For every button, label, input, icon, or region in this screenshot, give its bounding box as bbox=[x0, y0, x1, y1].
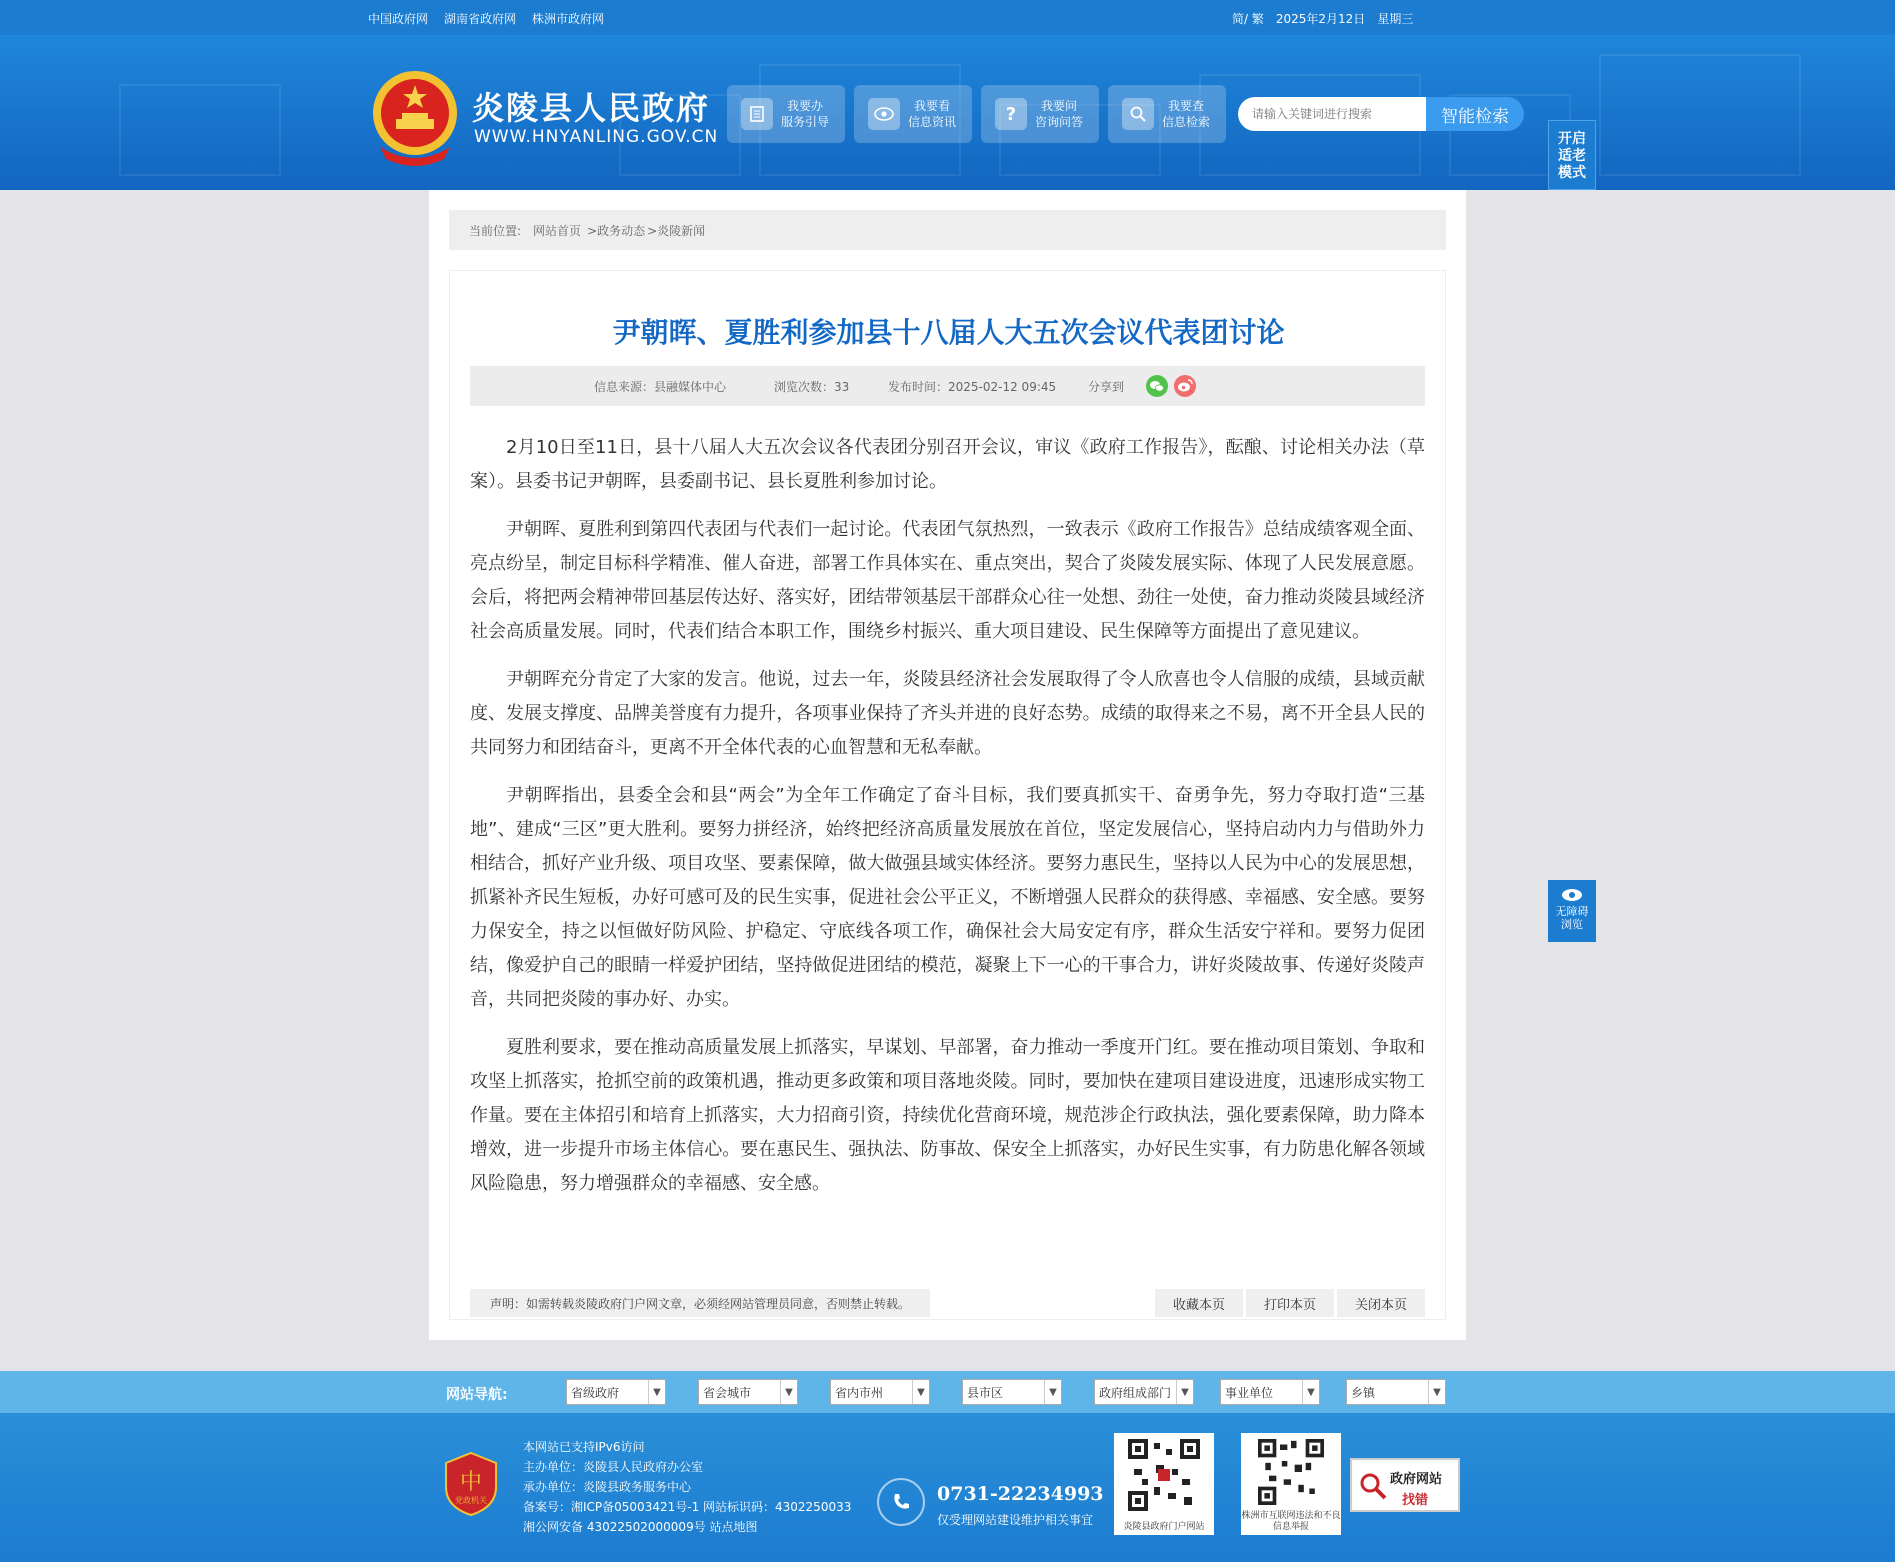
gov-links bbox=[368, 10, 604, 27]
phone-icon bbox=[877, 1478, 925, 1526]
find-error-line2: 找错 bbox=[1402, 1493, 1429, 1508]
select-value: 乡镇 bbox=[1351, 1385, 1376, 1400]
police-record[interactable]: 湘公网安备 43022502000009号 站点地图 bbox=[523, 1520, 758, 1534]
topbar-right bbox=[1232, 10, 1413, 27]
elder-mode-line2: 适老 bbox=[1558, 148, 1586, 164]
chevron-down-icon: ▼ bbox=[912, 1380, 929, 1404]
search-icon bbox=[1122, 98, 1154, 130]
magnifier-icon bbox=[1358, 1471, 1388, 1501]
document-icon bbox=[741, 98, 773, 130]
site-title: 炎陵县人民政府 bbox=[472, 89, 711, 127]
host-unit: 承办单位：炎陵县政务服务中心 bbox=[523, 1480, 692, 1494]
elder-mode-button[interactable] bbox=[1548, 120, 1596, 190]
select-province-cities[interactable] bbox=[830, 1379, 930, 1405]
article-paragraph: 2月10日至11日，县十八届人大五次会议各代表团分别召开会议，审议《政府工作报告》，酝酿、讨论相关办法（草案）。县委书记尹朝晖，县委副书记、县长夏胜利参加讨论。 bbox=[470, 437, 1425, 492]
eye-icon bbox=[868, 98, 900, 130]
party-gov-badge-text: 党政机关 bbox=[455, 1496, 487, 1505]
select-value: 政府组成部门 bbox=[1099, 1385, 1172, 1400]
article-meta bbox=[470, 366, 1425, 406]
select-value: 省级政府 bbox=[571, 1385, 620, 1400]
link-zhuzhou-gov[interactable]: 株洲市政府网 bbox=[532, 12, 605, 26]
ipv6-note: 本网站已支持IPv6访问 bbox=[523, 1440, 645, 1454]
sponsor-unit: 主办单位：炎陵县人民政府办公室 bbox=[523, 1460, 704, 1474]
info-news-line1: 我要看 bbox=[914, 99, 951, 113]
chevron-down-icon: ▼ bbox=[1044, 1380, 1061, 1404]
svg-text:中: 中 bbox=[459, 1470, 483, 1495]
select-value: 事业单位 bbox=[1225, 1385, 1274, 1400]
accessible-line1: 无障碍 bbox=[1555, 905, 1589, 918]
article-paragraph: 夏胜利要求，要在推动高质量发展上抓落实，早谋划、早部署，奋力推动一季度开门红。要在推动项目策划、争取和攻坚上抓落实，抢抓空前的政策机遇，推动更多政策和项目落地炎陵。同时，要加快在建项目建设进度，迅速形成实物工作量。要在主体招引和培育上抓落实，大力招商引资，持续优化营商环境，规范涉企行政执法，强化要素保障，助力降本增效，进一步提升市场主体信心。要在惠民生、强执法、防事故、保安全上抓落实，办好民生实事，有力防患化解各领域风险隐患，努力增强群众的幸福感、安全感。 bbox=[470, 1037, 1425, 1194]
select-value: 县市区 bbox=[967, 1385, 1004, 1400]
chevron-down-icon: ▼ bbox=[1428, 1380, 1445, 1404]
find-error-button[interactable] bbox=[1350, 1458, 1460, 1512]
article-body bbox=[470, 431, 1425, 1215]
lang-switch[interactable]: 简/ 繁 bbox=[1232, 12, 1264, 26]
find-error-line1: 政府网站 bbox=[1390, 1472, 1443, 1487]
select-townships[interactable] bbox=[1346, 1379, 1446, 1405]
article-title: 尹朝晖、夏胜利参加县十八届人大五次会议代表团讨论 bbox=[612, 316, 1285, 349]
chevron-down-icon: ▼ bbox=[1302, 1380, 1319, 1404]
info-search-button[interactable] bbox=[1108, 85, 1226, 143]
qr-caption-portal: 炎陵县政府门户网站 bbox=[1123, 1522, 1205, 1532]
article bbox=[449, 270, 1446, 1320]
content-panel bbox=[429, 190, 1466, 1340]
select-provincial-gov[interactable] bbox=[566, 1379, 666, 1405]
article-paragraph: 尹朝晖、夏胜利到第四代表团与代表们一起讨论。代表团气氛热烈，一致表示《政府工作报告》总结成绩客观全面、亮点纷呈，制定目标科学精准、催人奋进，部署工作具体实在、重点突出，契合了炎陵发展实际、体现了人民发展意愿。会后，将把两会精神带回基层传达好、落实好，团结带领基层干部群众心往一处想、劲往一处使，奋力推动炎陵县域经济社会高质量发展。同时，代表们结合本职工作，围绕乡村振兴、重大项目建设、民生保障等方面提出了意见建议。 bbox=[470, 519, 1425, 642]
elder-mode-line3: 模式 bbox=[1558, 165, 1586, 181]
select-counties[interactable] bbox=[962, 1379, 1062, 1405]
qr-code-portal bbox=[1114, 1433, 1214, 1535]
site-footer bbox=[0, 1413, 1895, 1562]
select-public-institutions[interactable] bbox=[1220, 1379, 1320, 1405]
article-source: 信息来源：县融媒体中心 bbox=[594, 379, 727, 394]
service-guide-line1: 我要办 bbox=[787, 99, 824, 113]
footer-info bbox=[523, 1437, 851, 1537]
select-value: 省会城市 bbox=[703, 1385, 752, 1400]
print-page-button[interactable]: 打印本页 bbox=[1246, 1289, 1334, 1317]
question-icon: ? bbox=[995, 98, 1027, 130]
accessible-line2: 浏览 bbox=[1561, 918, 1583, 931]
phone-note: 仅受理网站建设维护相关事宜 bbox=[937, 1513, 1094, 1527]
national-emblem-icon bbox=[368, 69, 462, 169]
elder-mode-line1: 开启 bbox=[1558, 131, 1586, 147]
link-hunan-gov[interactable]: 湖南省政府网 bbox=[444, 12, 517, 26]
breadcrumb-level2[interactable]: >炎陵新闻 bbox=[647, 223, 706, 238]
top-utility-bar bbox=[0, 0, 1895, 35]
weibo-share-icon[interactable] bbox=[1174, 375, 1196, 397]
article-paragraph: 尹朝晖充分肯定了大家的发言。他说，过去一年，炎陵县经济社会发展取得了令人欣喜也令人信服的成绩，县域贡献度、发展支撑度、品牌美誉度有力提升，各项事业保持了齐头并进的良好态势。成绩的取得来之不易，离不开全县人民的共同努力和团结奋斗，更离不开全体代表的心血智慧和无私奉献。 bbox=[470, 669, 1425, 758]
share-label: 分享到 bbox=[1088, 379, 1125, 394]
consult-qa-button[interactable] bbox=[981, 85, 1099, 143]
contact-phone: 0731-22234993 bbox=[937, 1483, 1104, 1505]
qr-caption-report: 株洲市互联网违法和不良信息举报 bbox=[1241, 1511, 1341, 1532]
article-published: 发布时间：2025-02-12 09:45 bbox=[888, 379, 1057, 394]
wechat-share-icon[interactable] bbox=[1146, 375, 1168, 397]
eye-icon bbox=[1561, 888, 1583, 902]
site-url: WWW.HNYANLING.GOV.CN bbox=[474, 127, 719, 147]
breadcrumb-level1[interactable]: >政务动态 bbox=[587, 223, 646, 238]
current-date: 2025年2月12日 bbox=[1275, 12, 1366, 26]
accessible-browse-button[interactable] bbox=[1548, 880, 1596, 942]
consult-qa-line1: 我要问 bbox=[1041, 99, 1078, 113]
smart-search-button[interactable]: 智能检索 bbox=[1426, 97, 1524, 131]
consult-qa-line2: 咨询问答 bbox=[1035, 115, 1084, 129]
chevron-down-icon: ▼ bbox=[1176, 1380, 1193, 1404]
bookmark-page-button[interactable]: 收藏本页 bbox=[1155, 1289, 1243, 1317]
search-input[interactable] bbox=[1238, 97, 1426, 131]
select-value: 省内市州 bbox=[835, 1385, 884, 1400]
repost-notice: 声明：如需转载炎陵政府门户网文章，必须经网站管理员同意，否则禁止转载。 bbox=[470, 1289, 930, 1317]
select-capital-cities[interactable] bbox=[698, 1379, 798, 1405]
chevron-down-icon: ▼ bbox=[780, 1380, 797, 1404]
service-guide-button[interactable] bbox=[727, 85, 845, 143]
site-header bbox=[0, 35, 1895, 190]
qr-code-icon bbox=[1128, 1439, 1200, 1511]
qr-code-report bbox=[1241, 1433, 1341, 1535]
site-nav-label: 网站导航: bbox=[446, 1387, 508, 1403]
chevron-down-icon: ▼ bbox=[648, 1380, 665, 1404]
info-news-line2: 信息资讯 bbox=[908, 115, 957, 129]
breadcrumb-prefix: 当前位置: bbox=[469, 223, 522, 238]
select-gov-departments[interactable] bbox=[1094, 1379, 1194, 1405]
close-page-button[interactable]: 关闭本页 bbox=[1337, 1289, 1425, 1317]
article-paragraph: 尹朝晖指出，县委全会和县“两会”为全年工作确定了奋斗目标，我们要真抓实干、奋勇争先，努力夺取打造“三基地”、建成“三区”更大胜利。要努力拼经济，始终把经济高质量发展放在首位，坚定发展信心，坚持启动内力与借助外力相结合，抓好产业升级、项目攻坚、要素保障，做大做强县域实体经济。要努力惠民生，坚持以人民为中心的发展思想，抓紧补齐民生短板，办好可感可及的民生实事，促进社会公平正义，不断增强人民群众的获得感、幸福感、安全感。要努力保安全，持之以恒做好防风险、护稳定、守底线各项工作，确保社会大局安定有序，群众生活安宁祥和。要努力促团结，像爱护自己的眼睛一样爱护团结，坚持做促进团结的模范，凝聚上下一心的干事合力，讲好炎陵故事、传递好炎陵声音，共同把炎陵的事办好、办实。 bbox=[470, 785, 1425, 1010]
info-search-line2: 信息检索 bbox=[1162, 115, 1211, 129]
party-gov-badge-icon bbox=[444, 1451, 498, 1517]
breadcrumb-home[interactable]: 网站首页 bbox=[533, 223, 582, 238]
info-search-line1: 我要查 bbox=[1168, 99, 1205, 113]
info-news-button[interactable] bbox=[854, 85, 972, 143]
current-weekday: 星期三 bbox=[1377, 12, 1414, 26]
footer-site-nav bbox=[0, 1371, 1895, 1413]
icp-record[interactable]: 备案号：湘ICP备05003421号-1 网站标识码：4302250033 bbox=[523, 1500, 852, 1514]
service-guide-line2: 服务引导 bbox=[781, 115, 830, 129]
link-china-gov[interactable]: 中国政府网 bbox=[368, 12, 429, 26]
article-views: 浏览次数：33 bbox=[774, 379, 850, 394]
breadcrumb bbox=[449, 210, 1446, 250]
party-gov-badge[interactable] bbox=[444, 1451, 498, 1517]
qr-code-icon bbox=[1255, 1439, 1327, 1505]
